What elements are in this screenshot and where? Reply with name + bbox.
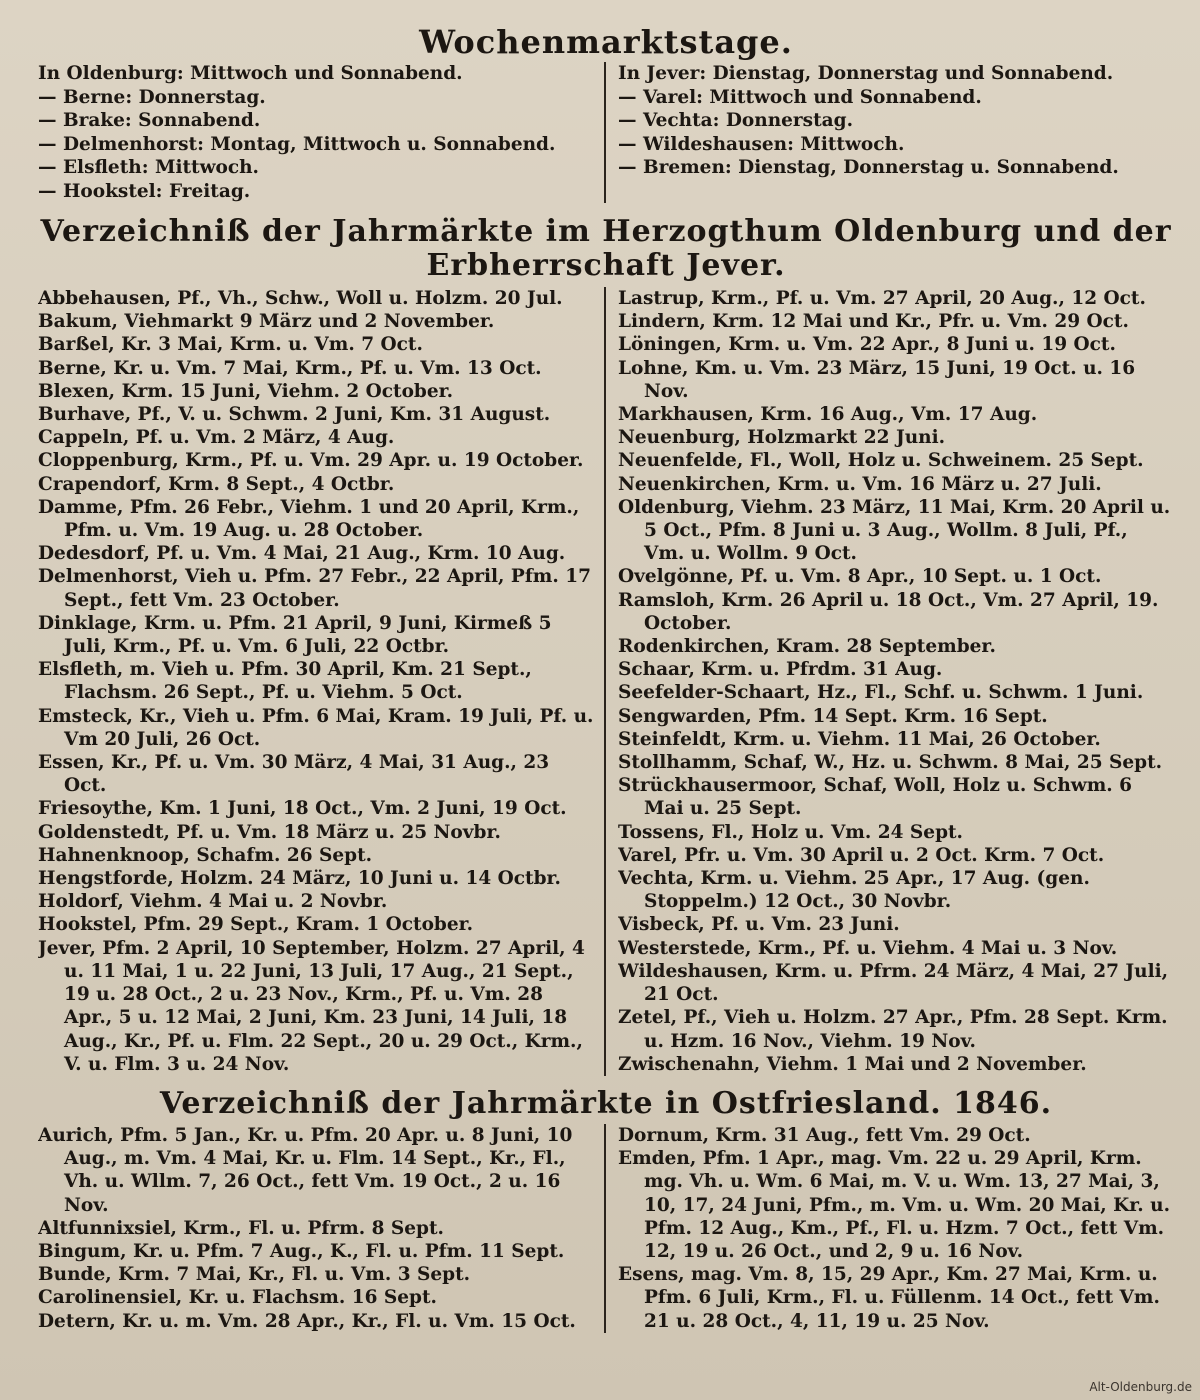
weekly-market-line: — Brake: Sonnabend. <box>38 110 261 131</box>
fair-entry: Bunde, Krm. 7 Mai, Kr., Fl. u. Vm. 3 Sept. <box>38 1264 471 1286</box>
fair-entry: Neuenkirchen, Krm. u. Vm. 16 März u. 27 Juli. <box>618 473 1102 495</box>
fair-entry: Essen, Kr., Pf. u. Vm. 30 März, 4 Mai, 31 Aug., 23 Oct. <box>38 752 550 797</box>
fair-entry: Cappeln, Pf. u. Vm. 2 März, 4 Aug. <box>38 427 395 449</box>
weekly-markets-title: Wochenmarktstage. <box>419 23 793 61</box>
weekly-market-line: In Jever: Dienstag, Donnerstag und Sonnabend. <box>618 63 1114 84</box>
fair-entry: Hengstforde, Holzm. 24 März, 10 Juni u. 14 Octbr. <box>38 868 561 890</box>
fair-entry: Hahnenknoop, Schafm. 26 Sept. <box>38 844 373 866</box>
fair-entry: Holdorf, Viehm. 4 Mai u. 2 Novbr. <box>38 891 388 913</box>
fair-entry: Visbeck, Pf. u. Vm. 23 Juni. <box>618 914 900 936</box>
fair-entry: Neuenfelde, Fl., Woll, Holz u. Schweinem. 25 Sept. <box>618 450 1144 472</box>
fair-entry: Löningen, Krm. u. Vm. 22 Apr., 8 Juni u. 19 Oct. <box>618 334 1116 356</box>
fair-entry: Ramsloh, Krm. 26 April u. 18 Oct., Vm. 27 April, 19. October. <box>618 589 1159 634</box>
fair-entry: Bakum, Viehmarkt 9 März und 2 November. <box>38 311 495 333</box>
weekly-market-line: — Delmenhorst: Montag, Mittwoch u. Sonnabend. <box>38 133 556 155</box>
fair-entry: Schaar, Krm. u. Pfrdm. 31 Aug. <box>618 659 943 681</box>
fair-entry: Detern, Kr. u. m. Vm. 28 Apr., Kr., Fl. u. Vm. 15 Oct. <box>38 1310 576 1332</box>
fair-entry: Blexen, Krm. 15 Juni, Viehm. 2 October. <box>38 380 454 402</box>
fair-entry: Emsteck, Kr., Vieh u. Pfm. 6 Mai, Kram. 19 Juli, Pf. u. Vm 20 Juli, 26 Oct. <box>38 705 594 750</box>
ostfriesland-fairs-left-column <box>38 1124 606 1333</box>
weekly-markets-section <box>38 62 1174 203</box>
fair-entry: Strückhausermoor, Schaf, Woll, Holz u. Schwm. 6 Mai u. 25 Sept. <box>618 775 1133 820</box>
weekly-market-line: — Bremen: Dienstag, Donnerstag u. Sonnabend. <box>618 157 1119 178</box>
fair-entry: Carolinensiel, Kr. u. Flachsm. 16 Sept. <box>38 1287 437 1309</box>
weekly-market-line: — Elsfleth: Mittwoch. <box>38 157 259 178</box>
fair-entry: Vechta, Krm. u. Viehm. 25 Apr., 17 Aug. (gen. Stoppelm.) 12 Oct., 30 Novbr. <box>618 868 1090 913</box>
oldenburg-fairs-section <box>38 287 1174 1076</box>
oldenburg-fairs-left-column <box>38 287 606 1076</box>
fair-entry: Dinklage, Krm. u. Pfm. 21 April, 9 Juni, Kirmeß 5 Juli, Krm., Pf. u. Vm. 6 Juli, 22 Octbr. <box>38 612 552 658</box>
weekly-market-line: — Berne: Donnerstag. <box>38 86 266 108</box>
oldenburg-fairs-title: Verzeichniß der Jahrmärkte im Herzogthum Oldenburg und der Erbherrschaft Jever. <box>40 214 1172 283</box>
fair-entry: Elsfleth, m. Vieh u. Pfm. 30 April, Km. 21 Sept., Flachsm. 26 Sept., Pf. u. Viehm. 5 Oct. <box>38 659 532 704</box>
fair-entry: Markhausen, Krm. 16 Aug., Vm. 17 Aug. <box>618 404 1038 426</box>
fair-entry: Lohne, Km. u. Vm. 23 März, 15 Juni, 19 Oct. u. 16 Nov. <box>618 357 1136 402</box>
fair-entry: Berne, Kr. u. Vm. 7 Mai, Krm., Pf. u. Vm. 13 Oct. <box>38 357 542 379</box>
fair-entry: Ovelgönne, Pf. u. Vm. 8 Apr., 10 Sept. u. 1 Oct. <box>618 566 1102 588</box>
fair-entry: Varel, Pfr. u. Vm. 30 April u. 2 Oct. Krm. 7 Oct. <box>618 844 1105 866</box>
fair-entry: Dornum, Krm. 31 Aug., fett Vm. 29 Oct. <box>618 1124 1031 1146</box>
oldenburg-fairs-right-column <box>606 287 1174 1076</box>
weekly-market-line: — Varel: Mittwoch und Sonnabend. <box>618 86 982 108</box>
fair-entry: Zetel, Pf., Vieh u. Holzm. 27 Apr., Pfm. 28 Sept. Krm. u. Hzm. 16 Nov., Viehm. 19 Nov. <box>618 1007 1168 1052</box>
fair-entry: Cloppenburg, Krm., Pf. u. Vm. 29 Apr. u. 19 October. <box>38 450 584 472</box>
fair-entry: Tossens, Fl., Holz u. Vm. 24 Sept. <box>618 821 963 843</box>
fair-entry: Friesoythe, Km. 1 Juni, 18 Oct., Vm. 2 Juni, 19 Oct. <box>38 798 567 820</box>
fair-entry: Esens, mag. Vm. 8, 15, 29 Apr., Km. 27 Mai, Krm. u. Pfm. 6 Juli, Krm., Fl. u. Füllenm. 14 Oct., fett Vm. 21 u. 28 Oct., 4, 11, 19 u. 25 Nov. <box>618 1264 1160 1332</box>
fair-entry: Sengwarden, Pfm. 14 Sept. Krm. 16 Sept. <box>618 705 1048 727</box>
fair-entry: Hookstel, Pfm. 29 Sept., Kram. 1 October. <box>38 914 474 936</box>
weekly-markets-right-column <box>606 62 1174 203</box>
fair-entry: Lindern, Krm. 12 Mai und Kr., Pfr. u. Vm. 29 Oct. <box>618 311 1129 333</box>
fair-entry: Delmenhorst, Vieh u. Pfm. 27 Febr., 22 April, Pfm. 17 Sept., fett Vm. 23 October. <box>38 566 592 611</box>
weekly-market-line: In Oldenburg: Mittwoch und Sonnabend. <box>38 63 463 84</box>
fair-entry: Damme, Pfm. 26 Febr., Viehm. 1 und 20 April, Krm., Pfm. u. Vm. 19 Aug. u. 28 October. <box>38 496 580 542</box>
weekly-market-line: — Vechta: Donnerstag. <box>618 110 854 131</box>
fair-entry: Crapendorf, Krm. 8 Sept., 4 Octbr. <box>38 473 395 495</box>
fair-entry: Oldenburg, Viehm. 23 März, 11 Mai, Krm. 20 April u. 5 Oct., Pfm. 8 Juni u. 3 Aug., Wollm. 8 Juli, Pf., Vm. u. Wollm. 9 Oct. <box>618 496 1171 565</box>
fair-entry: Zwischenahn, Viehm. 1 Mai und 2 November. <box>618 1053 1087 1075</box>
fair-entry: Aurich, Pfm. 5 Jan., Kr. u. Pfm. 20 Apr. u. 8 Juni, 10 Aug., m. Vm. 4 Mai, Kr. u. Flm. 14 Sept., Kr., Fl., Vh. u. Wllm. 7, 26 Oct., fett Vm. 19 Oct., 2 u. 16 Nov. <box>38 1124 573 1216</box>
fair-entry: Steinfeldt, Krm. u. Viehm. 11 Mai, 26 October. <box>618 728 1101 750</box>
fair-entry: Stollhamm, Schaf, W., Hz. u. Schwm. 8 Mai, 25 Sept. <box>618 752 1163 774</box>
fair-entry: Abbehausen, Pf., Vh., Schw., Woll u. Holzm. 20 Jul. <box>38 288 563 309</box>
fair-entry: Rodenkirchen, Kram. 28 September. <box>618 636 996 658</box>
weekly-market-line: — Wildeshausen: Mittwoch. <box>618 133 905 155</box>
fair-entry: Westerstede, Krm., Pf. u. Viehm. 4 Mai u. 3 Nov. <box>618 937 1118 959</box>
fair-entry: Jever, Pfm. 2 April, 10 September, Holzm. 27 April, 4 u. 11 Mai, 1 u. 22 Juni, 13 Juli, 17 Aug., 21 Sept., 19 u. 28 Oct., 2 u. 23 Nov., Krm., Pf. u. Vm. 28 Apr., 5 u. 12 Mai, 2 Juni, Km. 23 Juni, 14 Juli, 18 Aug., Kr., Pf. u. Flm. 22 Sept., 20 u. 29 Oct., Krm., V. u. Flm. 3 u. 24 Nov. <box>38 937 585 1075</box>
fair-entry: Burhave, Pf., V. u. Schwm. 2 Juni, Km. 31 August. <box>38 404 551 426</box>
ostfriesland-fairs-right-column <box>606 1124 1174 1333</box>
fair-entry: Seefelder-Schaart, Hz., Fl., Schf. u. Schwm. 1 Juni. <box>618 682 1144 704</box>
fair-entry: Emden, Pfm. 1 Apr., mag. Vm. 22 u. 29 April, Krm. mg. Vh. u. Wm. 6 Mai, m. V. u. Wm. 13, 27 Mai, 3, 10, 17, 24 Juni, Pfm., m. Vm. u. Wm. 20 Mai, Kr. u. Pfm. 12 Aug., Km., Pf., Fl. u. Hzm. 7 Oct., fett Vm. 12, 19 u. 26 Oct., und 2, 9 u. 16 Nov. <box>618 1148 1171 1262</box>
fair-entry: Bingum, Kr. u. Pfm. 7 Aug., K., Fl. u. Pfm. 11 Sept. <box>38 1240 565 1262</box>
weekly-market-line: — Hookstel: Freitag. <box>38 180 251 202</box>
weekly-markets-left-column <box>38 62 606 203</box>
ostfriesland-fairs-title: Verzeichniß der Jahrmärkte in Ostfriesland. 1846. <box>159 1085 1053 1121</box>
ostfriesland-fairs-section <box>38 1124 1174 1333</box>
fair-entry: Wildeshausen, Krm. u. Pfrm. 24 März, 4 Mai, 27 Juli, 21 Oct. <box>618 960 1169 1006</box>
watermark: Alt-Oldenburg.de <box>1089 1380 1192 1394</box>
fair-entry: Lastrup, Krm., Pf. u. Vm. 27 April, 20 Aug., 12 Oct. <box>618 288 1146 309</box>
fair-entry: Dedesdorf, Pf. u. Vm. 4 Mai, 21 Aug., Krm. 10 Aug. <box>38 543 566 565</box>
fair-entry: Altfunnixsiel, Krm., Fl. u. Pfrm. 8 Sept. <box>38 1217 444 1239</box>
fair-entry: Goldenstedt, Pf. u. Vm. 18 März u. 25 Novbr. <box>38 821 501 843</box>
fair-entry: Barßel, Kr. 3 Mai, Krm. u. Vm. 7 Oct. <box>38 334 423 356</box>
fair-entry: Neuenburg, Holzmarkt 22 Juni. <box>618 427 946 449</box>
